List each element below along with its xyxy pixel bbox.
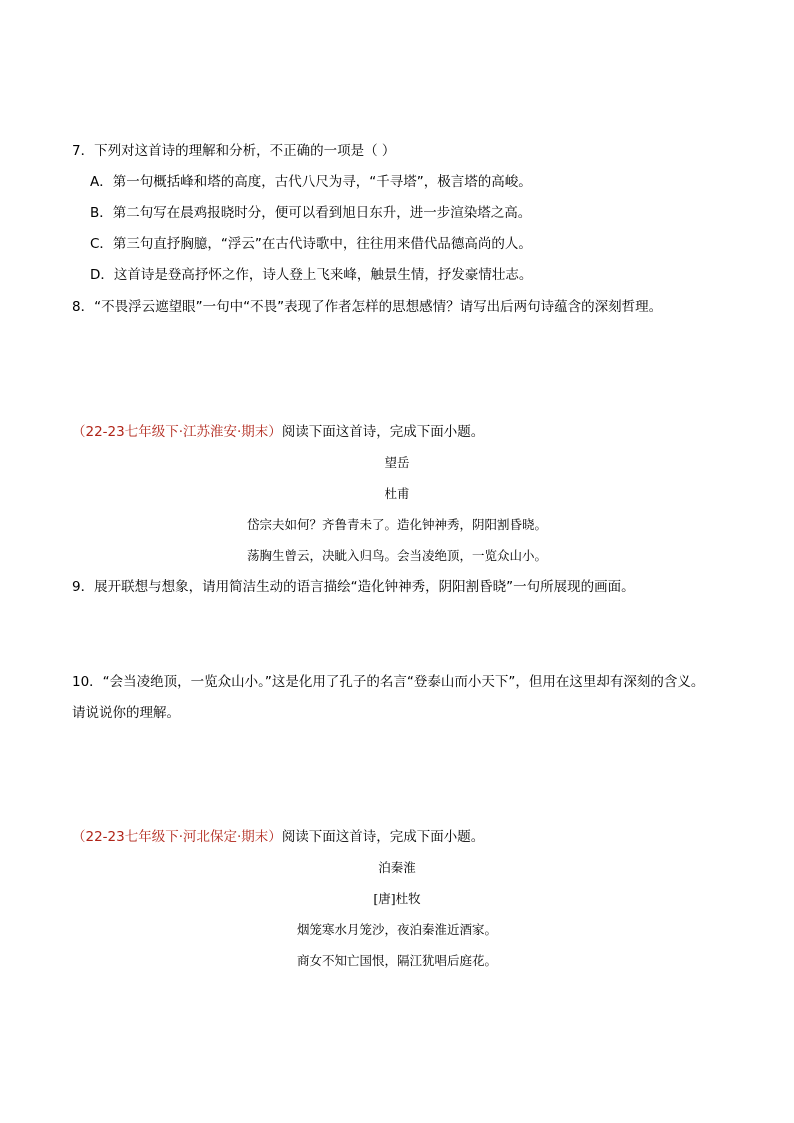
question-7-option-b: B．第二句写在晨鸡报晓时分，便可以看到旭日东升，进一步渲染塔之高。 bbox=[90, 205, 532, 221]
passage-3-intro: 阅读下面这首诗，完成下面小题。 bbox=[281, 829, 485, 845]
passage-2-intro: 阅读下面这首诗，完成下面小题。 bbox=[281, 424, 485, 440]
question-7-option-c: C．第三句直抒胸臆，“浮云”在古代诗歌中，往往用来借代品德高尚的人。 bbox=[90, 236, 532, 252]
poem-2-author: 杜甫 bbox=[384, 486, 410, 501]
passage-2-heading bbox=[72, 422, 484, 442]
passage-3-heading bbox=[72, 827, 484, 847]
poem-2-title: 望岳 bbox=[384, 455, 410, 470]
question-8-stem: 8．“不畏浮云遮望眼”一句中“不畏”表现了作者怎样的思想感情？请写出后两句诗蕴含的深刻哲理。 bbox=[72, 299, 663, 315]
passage-3-source: （22-23七年级下·河北保定·期末） bbox=[72, 829, 282, 845]
poem-3-title: 泊秦淮 bbox=[378, 860, 416, 875]
question-7-option-a: A．第一句概括峰和塔的高度，古代八尺为寻，“千寻塔”，极言塔的高峻。 bbox=[90, 174, 532, 190]
question-9-stem: 9．展开联想与想象，请用简洁生动的语言描绘“造化钟神秀，阴阳割昏晓”一句所展现的画面。 bbox=[72, 579, 635, 595]
poem-2-line-2: 荡胸生曾云，决眦入归鸟。会当凌绝顶，一览众山小。 bbox=[246, 548, 547, 563]
question-10-stem-line-1: 10．“会当凌绝顶，一览众山小。”这是化用了孔子的名言“登泰山而小天下”，但用在这里却有深刻的含义。 bbox=[72, 674, 705, 690]
poem-3-line-1: 烟笼寒水月笼沙，夜泊秦淮近酒家。 bbox=[296, 922, 497, 937]
poem-3-author: [唐]杜牧 bbox=[373, 891, 421, 906]
question-7-option-d: D．这首诗是登高抒怀之作，诗人登上飞来峰，触景生情，抒发豪情壮志。 bbox=[90, 267, 533, 283]
passage-2-source: （22-23七年级下·江苏淮安·期末） bbox=[72, 424, 282, 440]
question-7-stem: 7．下列对这首诗的理解和分析，不正确的一项是（ ） bbox=[72, 143, 396, 159]
poem-2-line-1: 岱宗夫如何？齐鲁青未了。造化钟神秀，阴阳割昏晓。 bbox=[246, 517, 547, 532]
question-10-stem-line-2: 请说说你的理解。 bbox=[72, 705, 180, 721]
poem-3-line-2: 商女不知亡国恨，隔江犹唱后庭花。 bbox=[296, 953, 497, 968]
